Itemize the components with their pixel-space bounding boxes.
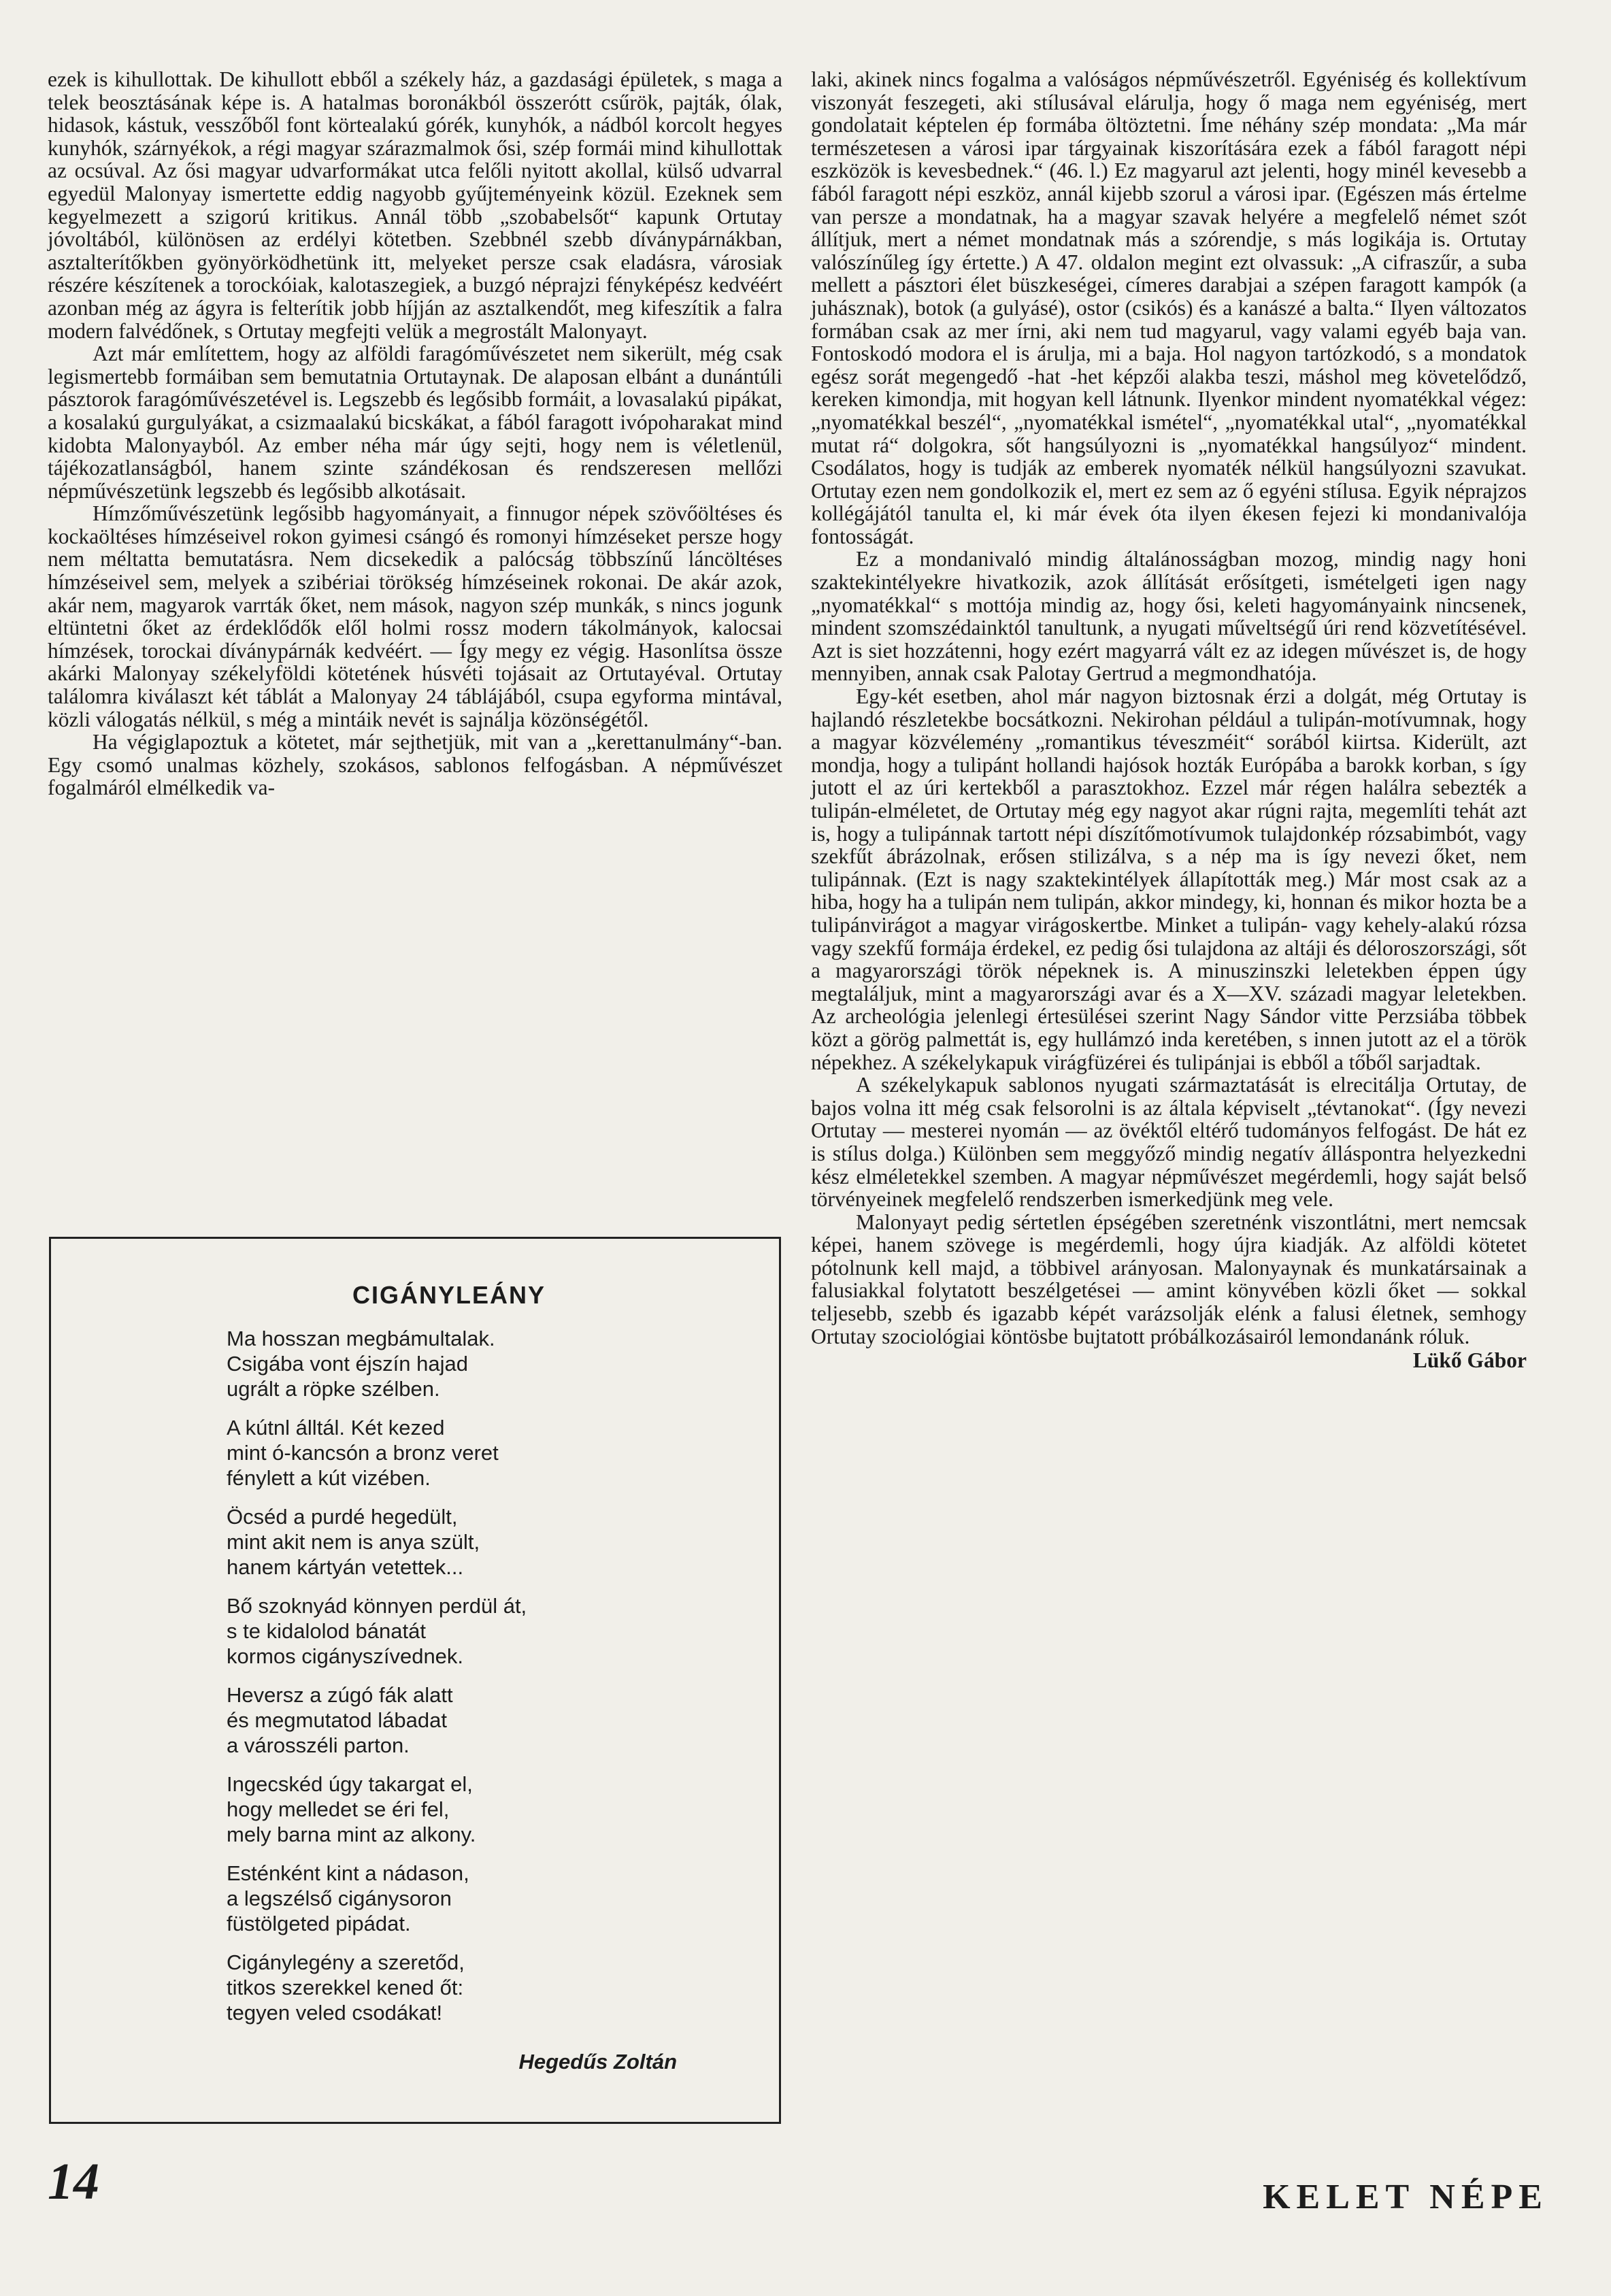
right-column xyxy=(811,68,1527,1372)
poem-line: titkos szerekkel kened őt: xyxy=(227,1976,464,1999)
right-paragraph-1: laki, akinek nincs fogalma a valóságos népművészetről. Egyéniség és kollektívum viszonyát feszegeti, aki stílusával elárulja, hogy ő maga nem egyéniség, mert gondolatait képtelen ép formába öltöztetni. Íme néhány szép mondata: „Ma már természetesen a városi ipar tárgyainak kiszorítására ezek a fából faragott népi eszközök is kevesbednek.“ (46. l.) Ez magyarul azt jelenti, hogy minél kevesebb a fából faragott népi eszköz, annál kijebb szorul a városi ipar. (Egészen más értelme van persze a mondatnak, ha a magyar szavak helyére a megfelelő német szót állítjuk, mert a német mondatnak más a szórendje, s más logikája is. Ortutay valószínűleg így értette.) A 47. oldalon megint ezt olvassuk: „A cifraszűr, a suba mellett a pásztori élet büszkeségei, címeres darabjai a szépen faragott kampók (a juhásznak), botok (a gulyásé), ostor (csikós) és a kanászé a balta.“ Ilyen változatos formában csak az mer írni, aki nem tud magyarul, vagy valami egyéb baja van. Fontoskodó modora el is árulja, mi a baja. Hol nagyon tartózkodó, s a mondatok egész sorát megengedő -hat -het képzői alakba teszi, máshol meg követelődző, kereken kimondja, mit hogyan kell látnunk. Ilyenkor mindent nyomatékkal végez: „nyomatékkal beszél“, „nyomatékkal ismétel“, „nyomatékkal utal“, „nyomatékkal mutat rá“ dolgokra, sőt hangsúlyozni is „nyomatékkal hangsúlyoz“ mindent. Csodálatos, hogy is tudják az emberek nyomaték nélkül hangsúlyozni szavukat. Ortutay ezen nem gondolkozik el, mert ez sem az ő egyéni stílusa. Egyik néprajzos kollégájától tanulta el, ki már évek óta ilyen ékesen fejezi ki mondanivalója fontosságát. xyxy=(811,67,1527,548)
poem-stanza xyxy=(227,1682,527,1758)
poem-line: hogy melledet se éri fel, xyxy=(227,1797,450,1821)
poem-stanza xyxy=(227,1593,527,1669)
left-paragraph-4: Ha végiglapoztuk a kötetet, már sejthetjük, mit van a „kerettanulmány“-ban. Egy csomó unalmas közhely, szokásos, sablonos felfogásban. A népművészet fogalmáról elmélkedik va- xyxy=(48,730,782,800)
poem-line: Cigánylegény a szeretőd, xyxy=(227,1950,465,1974)
poem-box xyxy=(49,1237,781,2124)
right-paragraph-3: Egy-két esetben, ahol már nagyon biztosnak érzi a dolgát, még Ortutay is hajlandó részletekbe bocsátkozni. Nekirohan például a tulipán-motívumnak, hogy a magyar közvélemény „romantikus téveszméit“ sorából kiirtsa. Kiderült, azt mondja, hogy a tulipánt hollandi hajósok hozták Európába a barokk korban, s így jutott el az úri kertekből a parasztokhoz. Ezzel már régen halálra sebezték a tulipán-elméletet, de Ortutay még egy nagyot akar rúgni rajta, megemlíti tehát azt is, hogy a tulipánnak tartott népi díszítőmotívumok tulajdonkép rózsabimbót, vagy szekfűt ábrázolnak, erősen stilizálva, s a nép ma is így nevezi őket, nem tulipánnak. (Ezt is nagy szaktekintélyek állapították meg.) Már most csak az a hiba, hogy ha a tulipán nem tulipán, akkor mindegy, ki, honnan és mikor hozta be a tulipánvirágot a magyar virágoskertbe. Minket a tulipán- vagy kehely-alakú rózsa vagy szekfű formája érdekel, ez pedig ősi tulajdona az altáji és déloroszországi, sőt a magyarországi török népeknek is. A minuszinszki leletekben éppen úgy megtaláljuk, mint a magyarországi avar és a X—XV. századi magyar leletekben. Az archeológia jelenlegi értesülései szerint Nagy Sándor vitte Perzsiába többek közt a görög palmettát is, egy hullámzó inda keretében, s innen jutott az el a török népekhez. A székelykapuk virágfüzérei és tulipánjai is ebből a tőből sarjadtak. xyxy=(811,684,1527,1074)
page-number: 14 xyxy=(48,2153,99,2210)
poem-line: Ingecskéd úgy takargat el, xyxy=(227,1772,473,1796)
left-paragraph-2: Azt már említettem, hogy az alföldi faragóművészetet nem sikerült, még csak legismertebb formáiban sem bemutatnia Ortutaynak. De alaposan elbánt a dunántúli pásztorok faragóművészetével is. Legszebb és legősibb formáit, a lovasalakú pipákat, a kosalakú gurgulyákat, a csizmaalakú bicskákat, a fából faragott ivópoharakat mind kidobta Malonyayból. Az ember néha már úgy sejti, hogy nem is véletlenül, tájékozatlanságból, hanem szinte szándékosan és rendszeresen mellőzi népművészetünk legszebb és legősibb alkotásait. xyxy=(48,342,782,503)
poem-line: ugrált a röpke szélben. xyxy=(227,1377,440,1401)
left-paragraph-3: Hímzőművészetünk legősibb hagyományait, a finnugor népek szövőöltéses és kockaöltéses hímzéseivel rokon gyimesi csángó és romonyi hímzéseket persze hogy nem méltatta bemutatásra. Nem dicsekedik a palócság többszínű láncöltéses hímzéseivel sem, melyek a szibériai törökség hímzéseinek rokonai. De akár azok, akár nem, magyarok varrták őket, nem mások, nagyon szép munkák, s nincs jogunk eltüntetni őket az érdeklődők elől holmi rossz modern tákolmányok, kalocsai hímzések, torockai díványpárnák kedvéért. — Így megy ez végig. Hasonlítsa össze akárki Malonyay székelyföldi kötetének húsvéti tojásait az Ortutayéval. Ortutay találomra kiválaszt két táblát a Malonyay 24 táblájából, csupa egyforma mintával, közli válogatás nélkül, s még a mintáik nevét is sajnálja közönségétől. xyxy=(48,501,782,731)
poem-body xyxy=(227,1326,527,2039)
poem-line: tegyen veled csodákat! xyxy=(227,2001,443,2025)
poem-line: Ma hosszan megbámultalak. xyxy=(227,1327,495,1350)
poem-line: fénylett a kút vizében. xyxy=(227,1466,431,1490)
poem-line: és megmutatod lábadat xyxy=(227,1708,447,1732)
poem-stanza xyxy=(227,1771,527,1847)
right-paragraph-5: Malonyayt pedig sértetlen épségében szeretnénk viszontlátni, mert nemcsak képei, hanem szövege is megérdemli, hogy újra kiadják. Az alföldi kötetet pótolnunk kell majd, a többivel arányosan. Malonyaynak és munkatársainak a falusiakkal folytatott beszélgetései — amint könyvében közli őket — sokkal teljesebb, szebb és igazabb képét varázsolják elénk a falusi életnek, semhogy Ortutay szociológiai köntösbe bujtatott próbálkozásairól lemondanánk róluk. xyxy=(811,1210,1527,1348)
poem-line: Bő szoknyád könnyen perdül át, xyxy=(227,1594,527,1618)
poem-line: mely barna mint az alkony. xyxy=(227,1823,476,1846)
right-paragraph-4: A székelykapuk sablonos nyugati származtatását is elrecitálja Ortutay, de bajos volna itt még csak felsorolni is az általa képviselt „tévtanokat“. (Így nevezi Ortutay — mesterei nyomán — az övéktől eltérő tudományos felfogást. De hát ez is stílus dolga.) Különben sem meggyőző mindig negatív álláspontra helyezkedni kész elméletekkel szemben. A magyar népművészet megérdemli, hogy saját belső törvényeinek megfelelő rendszerben ismerkedjünk meg vele. xyxy=(811,1073,1527,1212)
poem-line: füstölgeted pipádat. xyxy=(227,1912,411,1935)
poem-stanza xyxy=(227,1950,527,2025)
right-paragraph-2: Ez a mondanivaló mindig általánosságban mozog, mindig nagy honi szaktekintélyekre hivatkozik, azok állítását erősítgeti, ismételgeti igen nagy „nyomatékkal“ s mottója mindig az, hogy ősi, keleti hagyományaink nincsenek, mindent szomszédainktól tanultunk, a nyugati műveltségű úri rend közvetítésével. Azt is siet hozzátenni, hogy ezért magyarrá vált ez az idegen művészet is, de hogy mennyiben, annak csak Palotay Gertrud a megmondhatója. xyxy=(811,547,1527,686)
poem-line: mint akit nem is anya szült, xyxy=(227,1530,480,1554)
poem-stanza xyxy=(227,1326,527,1401)
poem-line: s te kidalolod bánatát xyxy=(227,1619,426,1643)
poem-line: kormos cigányszívednek. xyxy=(227,1644,464,1668)
poem-line: a városszéli parton. xyxy=(227,1733,410,1757)
left-column xyxy=(48,68,782,799)
poem-author: Hegedűs Zoltán xyxy=(518,2050,677,2074)
poem-line: Heversz a zúgó fák alatt xyxy=(227,1683,453,1707)
article-signature: Lükő Gábor xyxy=(1412,1348,1527,1373)
poem-stanza xyxy=(227,1861,527,1936)
poem-line: Csigába vont éjszín hajad xyxy=(227,1352,469,1376)
poem-line: a legszélső cigánysoron xyxy=(227,1886,452,1910)
poem-line: hanem kártyán vetettek... xyxy=(227,1555,464,1579)
poem-line: mint ó-kancsón a bronz veret xyxy=(227,1441,499,1465)
poem-title: CIGÁNYLEÁNY xyxy=(352,1281,546,1309)
poem-stanza xyxy=(227,1504,527,1580)
poem-stanza xyxy=(227,1415,527,1491)
magazine-name: KELET NÉPE xyxy=(1263,2178,1548,2216)
poem-line: Esténként kint a nádason, xyxy=(227,1861,469,1885)
poem-line: A kútnl álltál. Két kezed xyxy=(227,1416,445,1440)
left-paragraph-1: ezek is kihullottak. De kihullott ebből a székely ház, a gazdasági épületek, s maga a telek beosztásának képe is. A hatalmas boronákból összerótt csűrök, pajták, ólak, hidasok, kástuk, vesszőből font körtealakú górék, kunyhók, a nádból korcolt hegyes kunyhók, szárnyékok, a régi magyar szárazmalmok ősi, szép formái mind kihullottak az ocsúval. Az ősi magyar udvarformákat utca felőli nyitott akollal, külső udvarral egyedül Malonyay ismertette eddig nagyobb gyűjteményeink közül. Ezeknek sem kegyelmezett a szigorú kritikus. Annál több „szobabelsőt“ kapunk Ortutay jóvoltából, különösen az erdélyi kötetben. Szebbnél szebb díványpárnákban, asztalterítőkben gyönyörködhetünk itt, melyeket persze csak eladásra, városiak részére készítenek a torockóiak, kalotaszegiek, a buzgó néprajzi fényképész kedvéért azonban még az ágyra is felterítik jobb híjján az asztalkendőt, meg kifeszítik a falra modern falvédőnek, s Ortutay megfejti velük a megrostált Malonyayt. xyxy=(48,67,782,343)
poem-line: Öcséd a purdé hegedült, xyxy=(227,1505,458,1529)
